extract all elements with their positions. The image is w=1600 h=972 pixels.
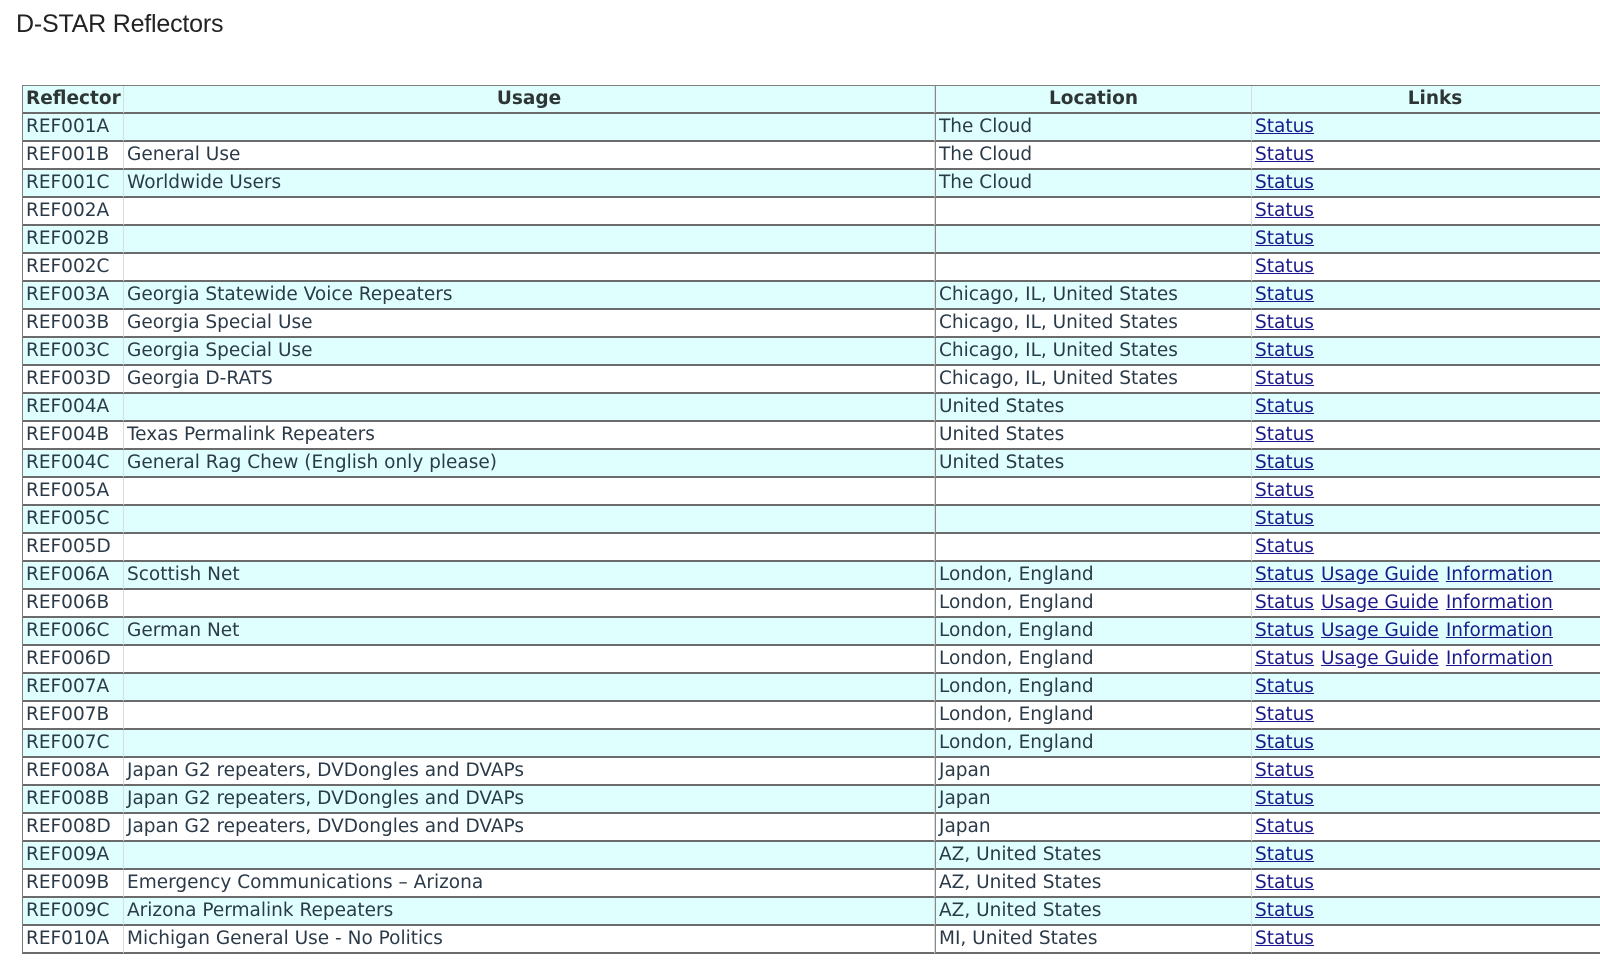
table-row [23, 198, 1600, 226]
status-link[interactable]: Status [1255, 900, 1314, 921]
status-link[interactable]: Status [1255, 564, 1314, 585]
status-link[interactable]: Status [1255, 760, 1314, 781]
cell-location: United States [935, 394, 1252, 422]
cell-location: Chicago, IL, United States [935, 282, 1252, 310]
cell-location: London, England [935, 674, 1252, 702]
cell-reflector: REF005C [23, 506, 124, 534]
cell-reflector: REF006C [23, 618, 124, 646]
cell-links [1252, 702, 1600, 730]
cell-usage: Georgia Special Use [124, 338, 935, 366]
cell-links [1252, 114, 1600, 142]
cell-location [935, 226, 1252, 254]
cell-links [1252, 562, 1600, 590]
cell-links [1252, 198, 1600, 226]
cell-reflector: REF004A [23, 394, 124, 422]
status-link[interactable]: Status [1255, 592, 1314, 613]
table-row [23, 226, 1600, 254]
table-row [23, 506, 1600, 534]
cell-links [1252, 870, 1600, 898]
cell-reflector: REF009A [23, 842, 124, 870]
cell-location: London, England [935, 646, 1252, 674]
table-row [23, 898, 1600, 926]
table-row [23, 870, 1600, 898]
cell-reflector: REF003A [23, 282, 124, 310]
cell-links [1252, 282, 1600, 310]
information-link[interactable]: Information [1445, 648, 1553, 669]
status-link[interactable]: Status [1255, 788, 1314, 809]
status-link[interactable]: Status [1255, 704, 1314, 725]
cell-usage [124, 730, 935, 758]
status-link[interactable]: Status [1255, 284, 1314, 305]
table-row [23, 170, 1600, 198]
cell-usage: Georgia Statewide Voice Repeaters [124, 282, 935, 310]
status-link[interactable]: Status [1255, 536, 1314, 557]
cell-usage: Michigan General Use - No Politics [124, 926, 935, 954]
table-row [23, 562, 1600, 590]
cell-reflector: REF001B [23, 142, 124, 170]
cell-usage [124, 534, 935, 562]
cell-reflector: REF010A [23, 926, 124, 954]
cell-reflector: REF008B [23, 786, 124, 814]
cell-links [1252, 338, 1600, 366]
table-row [23, 590, 1600, 618]
cell-links [1252, 814, 1600, 842]
cell-reflector: REF001A [23, 114, 124, 142]
cell-links [1252, 310, 1600, 338]
cell-location: Chicago, IL, United States [935, 338, 1252, 366]
table-row [23, 114, 1600, 142]
status-link[interactable]: Status [1255, 228, 1314, 249]
cell-links [1252, 226, 1600, 254]
cell-location: The Cloud [935, 114, 1252, 142]
cell-usage: Georgia D-RATS [124, 366, 935, 394]
cell-links [1252, 618, 1600, 646]
status-link[interactable]: Status [1255, 424, 1314, 445]
status-link[interactable]: Status [1255, 452, 1314, 473]
table-row [23, 310, 1600, 338]
cell-links [1252, 534, 1600, 562]
cell-links [1252, 590, 1600, 618]
usage-guide-link[interactable]: Usage Guide [1320, 592, 1439, 613]
cell-usage: Arizona Permalink Repeaters [124, 898, 935, 926]
cell-usage: German Net [124, 618, 935, 646]
table-row [23, 814, 1600, 842]
cell-links [1252, 394, 1600, 422]
status-link[interactable]: Status [1255, 844, 1314, 865]
cell-location: London, England [935, 590, 1252, 618]
cell-links [1252, 646, 1600, 674]
table-header-row [23, 86, 1600, 114]
cell-links [1252, 450, 1600, 478]
cell-reflector: REF008A [23, 758, 124, 786]
column-header-reflector: Reflector [23, 86, 124, 114]
cell-usage: Japan G2 repeaters, DVDongles and DVAPs [124, 758, 935, 786]
cell-location: AZ, United States [935, 898, 1252, 926]
table-row [23, 450, 1600, 478]
cell-usage [124, 226, 935, 254]
cell-links [1252, 506, 1600, 534]
status-link[interactable]: Status [1255, 116, 1314, 137]
cell-links [1252, 170, 1600, 198]
cell-location: Japan [935, 786, 1252, 814]
cell-location: Chicago, IL, United States [935, 366, 1252, 394]
table-row [23, 422, 1600, 450]
cell-location: Japan [935, 758, 1252, 786]
cell-location: Japan [935, 814, 1252, 842]
cell-usage: Emergency Communications – Arizona [124, 870, 935, 898]
cell-usage: General Rag Chew (English only please) [124, 450, 935, 478]
status-link[interactable]: Status [1255, 256, 1314, 277]
cell-links [1252, 142, 1600, 170]
cell-reflector: REF005D [23, 534, 124, 562]
cell-location [935, 506, 1252, 534]
cell-location: United States [935, 450, 1252, 478]
status-link[interactable]: Status [1255, 480, 1314, 501]
cell-location: The Cloud [935, 142, 1252, 170]
column-header-usage: Usage [124, 86, 935, 114]
cell-reflector: REF007C [23, 730, 124, 758]
usage-guide-link[interactable]: Usage Guide [1320, 620, 1439, 641]
cell-links [1252, 730, 1600, 758]
status-link[interactable]: Status [1255, 200, 1314, 221]
cell-reflector: REF003B [23, 310, 124, 338]
cell-usage [124, 254, 935, 282]
cell-reflector: REF001C [23, 170, 124, 198]
table-row [23, 338, 1600, 366]
cell-location: MI, United States [935, 926, 1252, 954]
cell-reflector: REF003D [23, 366, 124, 394]
status-link[interactable]: Status [1255, 872, 1314, 893]
cell-usage [124, 674, 935, 702]
cell-location: London, England [935, 730, 1252, 758]
cell-usage: General Use [124, 142, 935, 170]
information-link[interactable]: Information [1445, 592, 1553, 613]
status-link[interactable]: Status [1255, 648, 1314, 669]
column-header-location: Location [935, 86, 1252, 114]
status-link[interactable]: Status [1255, 340, 1314, 361]
status-link[interactable]: Status [1255, 676, 1314, 697]
information-link[interactable]: Information [1445, 564, 1553, 585]
table-row [23, 786, 1600, 814]
status-link[interactable]: Status [1255, 928, 1314, 949]
cell-reflector: REF002C [23, 254, 124, 282]
cell-reflector: REF008D [23, 814, 124, 842]
cell-usage: Japan G2 repeaters, DVDongles and DVAPs [124, 814, 935, 842]
cell-reflector: REF007A [23, 674, 124, 702]
cell-location: AZ, United States [935, 870, 1252, 898]
cell-reflector: REF004C [23, 450, 124, 478]
cell-links [1252, 254, 1600, 282]
cell-reflector: REF003C [23, 338, 124, 366]
status-link[interactable]: Status [1255, 508, 1314, 529]
cell-usage [124, 506, 935, 534]
cell-links [1252, 926, 1600, 954]
table-row [23, 254, 1600, 282]
table-row [23, 730, 1600, 758]
cell-location: AZ, United States [935, 842, 1252, 870]
cell-reflector: REF009C [23, 898, 124, 926]
cell-reflector: REF002B [23, 226, 124, 254]
table-row [23, 842, 1600, 870]
cell-reflector: REF002A [23, 198, 124, 226]
cell-links [1252, 786, 1600, 814]
cell-location [935, 478, 1252, 506]
table-row [23, 702, 1600, 730]
cell-usage [124, 590, 935, 618]
cell-reflector: REF009B [23, 870, 124, 898]
cell-location: London, England [935, 702, 1252, 730]
cell-links [1252, 674, 1600, 702]
cell-location: Chicago, IL, United States [935, 310, 1252, 338]
table-row [23, 394, 1600, 422]
cell-links [1252, 366, 1600, 394]
cell-location: United States [935, 422, 1252, 450]
table-body [23, 114, 1600, 954]
cell-usage: Worldwide Users [124, 170, 935, 198]
cell-location: The Cloud [935, 170, 1252, 198]
status-link[interactable]: Status [1255, 732, 1314, 753]
table-row [23, 478, 1600, 506]
cell-usage: Scottish Net [124, 562, 935, 590]
cell-links [1252, 422, 1600, 450]
cell-usage [124, 646, 935, 674]
cell-reflector: REF006A [23, 562, 124, 590]
cell-usage [124, 114, 935, 142]
cell-links [1252, 478, 1600, 506]
cell-usage: Georgia Special Use [124, 310, 935, 338]
cell-location [935, 534, 1252, 562]
cell-location: London, England [935, 618, 1252, 646]
status-link[interactable]: Status [1255, 144, 1314, 165]
status-link[interactable]: Status [1255, 396, 1314, 417]
cell-location [935, 198, 1252, 226]
usage-guide-link[interactable]: Usage Guide [1320, 648, 1439, 669]
cell-usage [124, 842, 935, 870]
status-link[interactable]: Status [1255, 172, 1314, 193]
cell-location [935, 254, 1252, 282]
cell-links [1252, 842, 1600, 870]
cell-location: London, England [935, 562, 1252, 590]
reflector-table [22, 85, 1600, 954]
cell-usage [124, 702, 935, 730]
cell-usage [124, 198, 935, 226]
cell-usage [124, 478, 935, 506]
cell-reflector: REF004B [23, 422, 124, 450]
cell-usage [124, 394, 935, 422]
table-row [23, 282, 1600, 310]
status-link[interactable]: Status [1255, 312, 1314, 333]
table-row [23, 674, 1600, 702]
cell-reflector: REF006D [23, 646, 124, 674]
status-link[interactable]: Status [1255, 620, 1314, 641]
usage-guide-link[interactable]: Usage Guide [1320, 564, 1439, 585]
cell-links [1252, 898, 1600, 926]
cell-usage: Texas Permalink Repeaters [124, 422, 935, 450]
column-header-links: Links [1252, 86, 1600, 114]
table-row [23, 142, 1600, 170]
cell-usage: Japan G2 repeaters, DVDongles and DVAPs [124, 786, 935, 814]
page-title: D-STAR Reflectors [16, 10, 224, 38]
status-link[interactable]: Status [1255, 816, 1314, 837]
cell-links [1252, 758, 1600, 786]
table-row [23, 618, 1600, 646]
table-row [23, 534, 1600, 562]
status-link[interactable]: Status [1255, 368, 1314, 389]
table-row [23, 758, 1600, 786]
cell-reflector: REF007B [23, 702, 124, 730]
cell-reflector: REF006B [23, 590, 124, 618]
information-link[interactable]: Information [1445, 620, 1553, 641]
table-row [23, 646, 1600, 674]
table-row [23, 366, 1600, 394]
cell-reflector: REF005A [23, 478, 124, 506]
table-row [23, 926, 1600, 954]
